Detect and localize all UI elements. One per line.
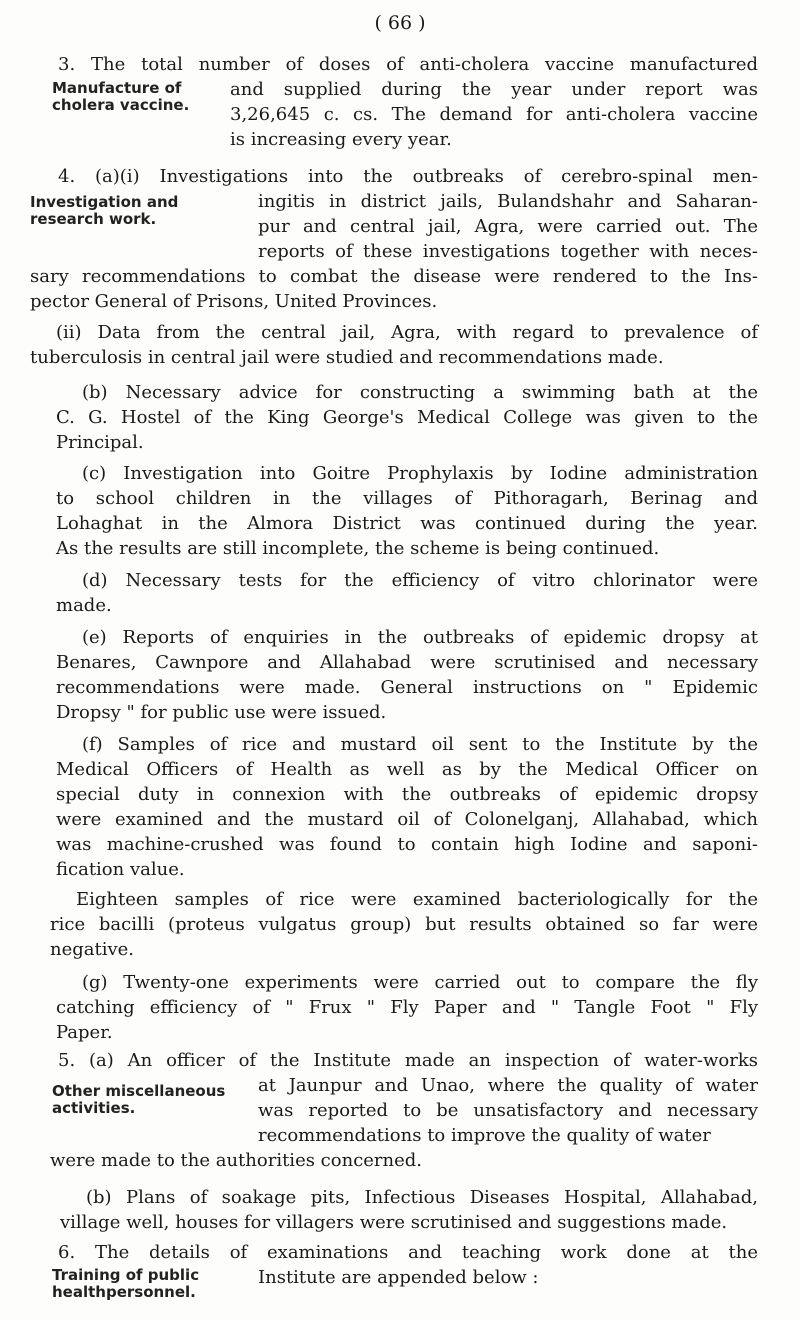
d-line-2: made.	[56, 595, 112, 616]
c-line-3: Lohaghat in the Almora District was continued during the year.	[56, 513, 758, 534]
section-3-line-2: and supplied during the year under report was	[230, 79, 758, 100]
section-5-body	[258, 1073, 758, 1148]
c-line-4: As the results are still incomplete, the scheme is being continued.	[56, 538, 660, 559]
section-5-line-1: 5. (a) An officer of the Institute made an inspection of water-works	[58, 1050, 758, 1071]
c-line-1: (c) Investigation into Goitre Prophylaxis by Iodine administration	[82, 463, 758, 484]
b-line-2: C. G. Hostel of the King George's Medical College was given to the	[56, 407, 758, 428]
margin-note-cholera-vaccine: Manufacture of cholera vaccine.	[52, 79, 190, 114]
b-line-3: Principal.	[56, 432, 144, 453]
paragraph-e	[56, 625, 758, 725]
section-4-tail	[30, 264, 758, 314]
paragraph-d	[56, 568, 758, 618]
paragraph-b	[56, 380, 758, 455]
paragraph-a-ii	[30, 320, 758, 370]
section-4-line-5: sary recommendations to combat the disease were rendered to the Ins-	[30, 266, 758, 287]
section-5-line-5: were made to the authorities concerned.	[50, 1150, 423, 1171]
page-number: ( 66 )	[374, 12, 426, 34]
section-4-line-3: pur and central jail, Agra, were carried out. The	[258, 216, 758, 237]
b-line-1: (b) Necessary advice for constructing a swimming bath at the	[82, 382, 758, 403]
margin-note-training: Training of public healthpersonnel.	[52, 1266, 200, 1301]
paragraph-5b	[60, 1185, 758, 1235]
f-line-1: (f) Samples of rice and mustard oil sent to the Institute by the	[82, 734, 758, 755]
eighteen-line-1: Eighteen samples of rice were examined bacteriologically for the	[76, 889, 758, 910]
a-ii-line-2: tuberculosis in central jail were studied and recommendations made.	[30, 347, 664, 368]
paragraph-eighteen-samples	[50, 887, 758, 962]
f-line-2: Medical Officers of Health as well as by the Medical Officer on	[56, 759, 758, 780]
e-line-1: (e) Reports of enquiries in the outbreaks of epidemic dropsy at	[82, 627, 758, 648]
c-line-2: to school children in the villages of Pithoragarh, Berinag and	[56, 488, 758, 509]
f-line-6: fication value.	[56, 859, 185, 880]
5b-line-1: (b) Plans of soakage pits, Infectious Diseases Hospital, Allahabad,	[86, 1187, 758, 1208]
f-line-4: were examined and the mustard oil of Colonelganj, Allahabad, which	[56, 809, 758, 830]
eighteen-line-2: rice bacilli (proteus vulgatus group) but results obtained so far were	[50, 914, 758, 935]
section-6-line-2: Institute are appended below :	[258, 1267, 539, 1288]
section-4-line-1: 4. (a)(i) Investigations into the outbreaks of cerebro-spinal men-	[58, 166, 758, 187]
section-5-tail	[50, 1148, 758, 1173]
d-line-1: (d) Necessary tests for the efficiency of vitro chlorinator were	[82, 570, 758, 591]
section-5	[58, 1048, 758, 1073]
section-4	[58, 164, 758, 189]
g-line-2: catching efficiency of " Frux " Fly Paper and " Tangle Foot " Fly	[56, 997, 758, 1018]
paragraph-c	[56, 461, 758, 561]
e-line-3: recommendations were made. General instructions on " Epidemic	[56, 677, 758, 698]
section-4-body	[258, 189, 758, 264]
paragraph-f	[56, 732, 758, 882]
margin-note-investigation: Investigation and research work.	[30, 193, 179, 228]
eighteen-line-3: negative.	[50, 939, 135, 960]
section-3-line-3: 3,26,645 c. cs. The demand for anti-cholera vaccine	[230, 104, 758, 125]
section-3-line-1: 3. The total number of doses of anti-cholera vaccine manufactured	[58, 54, 758, 75]
paragraph-g	[56, 970, 758, 1045]
section-6-line-1: 6. The details of examinations and teaching work done at the	[58, 1242, 758, 1263]
f-line-3: special duty in connexion with the outbreaks of epidemic dropsy	[56, 784, 758, 805]
section-3-body	[230, 77, 758, 152]
g-line-1: (g) Twenty-one experiments were carried out to compare the fly	[82, 972, 758, 993]
f-line-5: was machine-crushed was found to contain high Iodine and saponi-	[56, 834, 758, 855]
section-4-line-2: ingitis in district jails, Bulandshahr and Saharan-	[258, 191, 758, 212]
section-5-line-4: recommendations to improve the quality of water	[258, 1125, 711, 1146]
5b-line-2: village well, houses for villagers were scrutinised and suggestions made.	[60, 1212, 728, 1233]
a-ii-line-1: (ii) Data from the central jail, Agra, with regard to prevalence of	[56, 322, 758, 343]
g-line-3: Paper.	[56, 1022, 113, 1043]
section-6	[58, 1240, 758, 1265]
section-4-line-6: pector General of Prisons, United Provinces.	[30, 291, 438, 312]
section-3-line-4: is increasing every year.	[230, 129, 452, 150]
margin-note-other-activities: Other miscellaneous activities.	[52, 1082, 226, 1117]
section-4-line-4: reports of these investigations together with neces-	[258, 241, 758, 262]
section-5-line-2: at Jaunpur and Unao, where the quality of water	[258, 1075, 758, 1096]
section-6-body	[258, 1265, 758, 1290]
e-line-4: Dropsy " for public use were issued.	[56, 702, 387, 723]
section-3	[58, 52, 758, 77]
section-5-line-3: was reported to be unsatisfactory and necessary	[258, 1100, 758, 1121]
e-line-2: Benares, Cawnpore and Allahabad were scrutinised and necessary	[56, 652, 758, 673]
